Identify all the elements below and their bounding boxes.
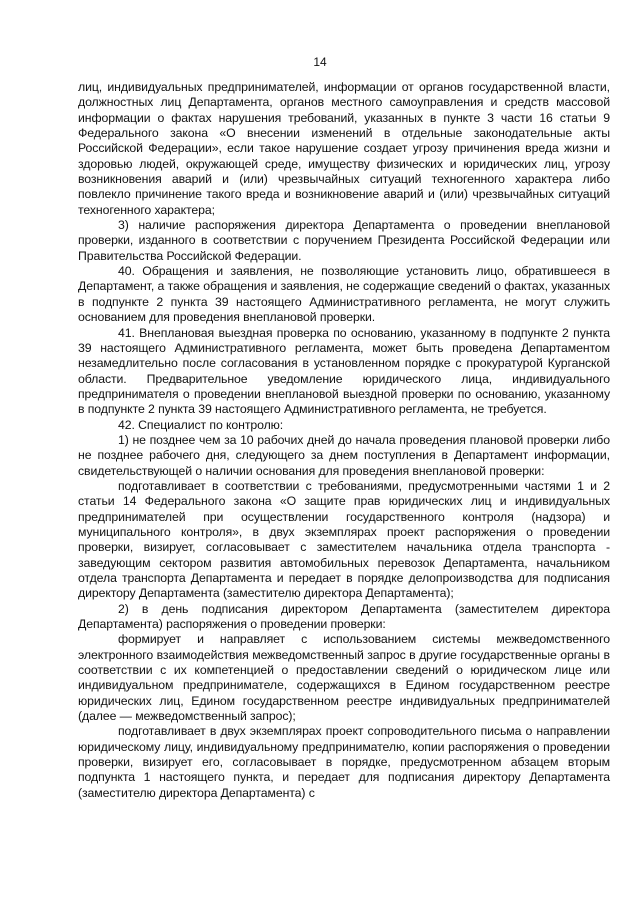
paragraph-42-item-1: 1) не позднее чем за 10 рабочих дней до начала проведения плановой проверки либо не позднее рабочего дня, следующего за днем поступления в Департамент информации, свидетельствующей о наличии основания для проведения внеплановой проверки:: [78, 432, 610, 478]
paragraph-40: 40. Обращения и заявления, не позволяющие установить лицо, обратившееся в Департамент, а также обращения и заявления, не содержащие сведений о фактах, указанных в подпункте 2 пункта 39 настоящего Административного регламента, не могут служить основанием для проведения внеплановой проверки.: [78, 264, 610, 325]
paragraph-cover-letter: подготавливает в двух экземплярах проект сопроводительного письма о направлении юридическому лицу, индивидуальному предпринимателю, копии распоряжения о проведении проверки, визирует его, согласовывает в порядке, предусмотренном абзацем вторым подпункта 1 настоящего пункта, и передает для подписания директору Департамента (заместителю директора Департамента) с: [78, 724, 610, 800]
paragraph-item-3: 3) наличие распоряжения директора Департамента о проведении внеплановой проверки, изданного в соответствии с поручением Президента Российской Федерации или Правительства Российской Федерации.: [78, 218, 610, 263]
document-body: [78, 80, 610, 801]
page-number: 14: [313, 55, 327, 69]
paragraph-42-item-2: 2) в день подписания директором Департамента (заместителем директора Департамента) распоряжения о проведении проверки:: [78, 601, 610, 632]
paragraph-prepares-order: подготавливает в соответствии с требованиями, предусмотренными частями 1 и 2 статьи 14 Федерального закона «О защите прав юридических лиц и индивидуальных предпринимателей при осуществлении государственного контроля (надзора) и муниципального контроля», в двух экземплярах проект распоряжения о проведении проверки, визирует, согласовывает с заместителем начальника отдела транспорта - заведующим сектором развития автомобильных перевозок Департамента, начальником отдела транспорта Департамента и передает в порядке делопроизводства для подписания директору Департамента (заместителю директора Департамента);: [78, 478, 610, 601]
paragraph-42: 42. Специалист по контролю:: [118, 417, 284, 432]
paragraph-41: 41. Внеплановая выездная проверка по основанию, указанному в подпункте 2 пункта 39 настоящего Административного регламента, может быть проведена Департаментом незамедлительно после согласования в установленном порядке с прокуратурой Курганской области. Предварительное уведомление юридического лица, индивидуального предпринимателя о проведении внеплановой выездной проверки по основанию, указанному в подпункте 2 пункта 39 настоящего Административного регламента, не требуется.: [78, 325, 610, 417]
paragraph-continuation: лиц, индивидуальных предпринимателей, информации от органов государственной власти, должностных лиц Департамента, органов местного самоуправления и средств массовой информации о фактах нарушения требований, указанных в пункте 3 части 16 статьи 9 Федерального закона «О внесении изменений в отдельные законодательные акты Российской Федерации», если такое нарушение создает угрозу причинения вреда жизни и здоровью людей, окружающей среде, имуществу физических и юридических лиц, угрозу возникновения аварий и (или) чрезвычайных ситуаций техногенного характера либо повлекло причинение такого вреда и возникновение аварий и (или) чрезвычайных ситуаций техногенного характера;: [78, 80, 610, 217]
paragraph-interagency-request: формирует и направляет с использованием системы межведомственного электронного взаимодействия межведомственный запрос в другие государственные органы в соответствии с их компетенцией о предоставлении сведений о юридическом лице или индивидуальном предпринимателе, содержащихся в Едином государственном реестре юридических лиц, Едином государственном реестре индивидуальных предпринимателей (далее — межведомственный запрос);: [78, 632, 610, 724]
